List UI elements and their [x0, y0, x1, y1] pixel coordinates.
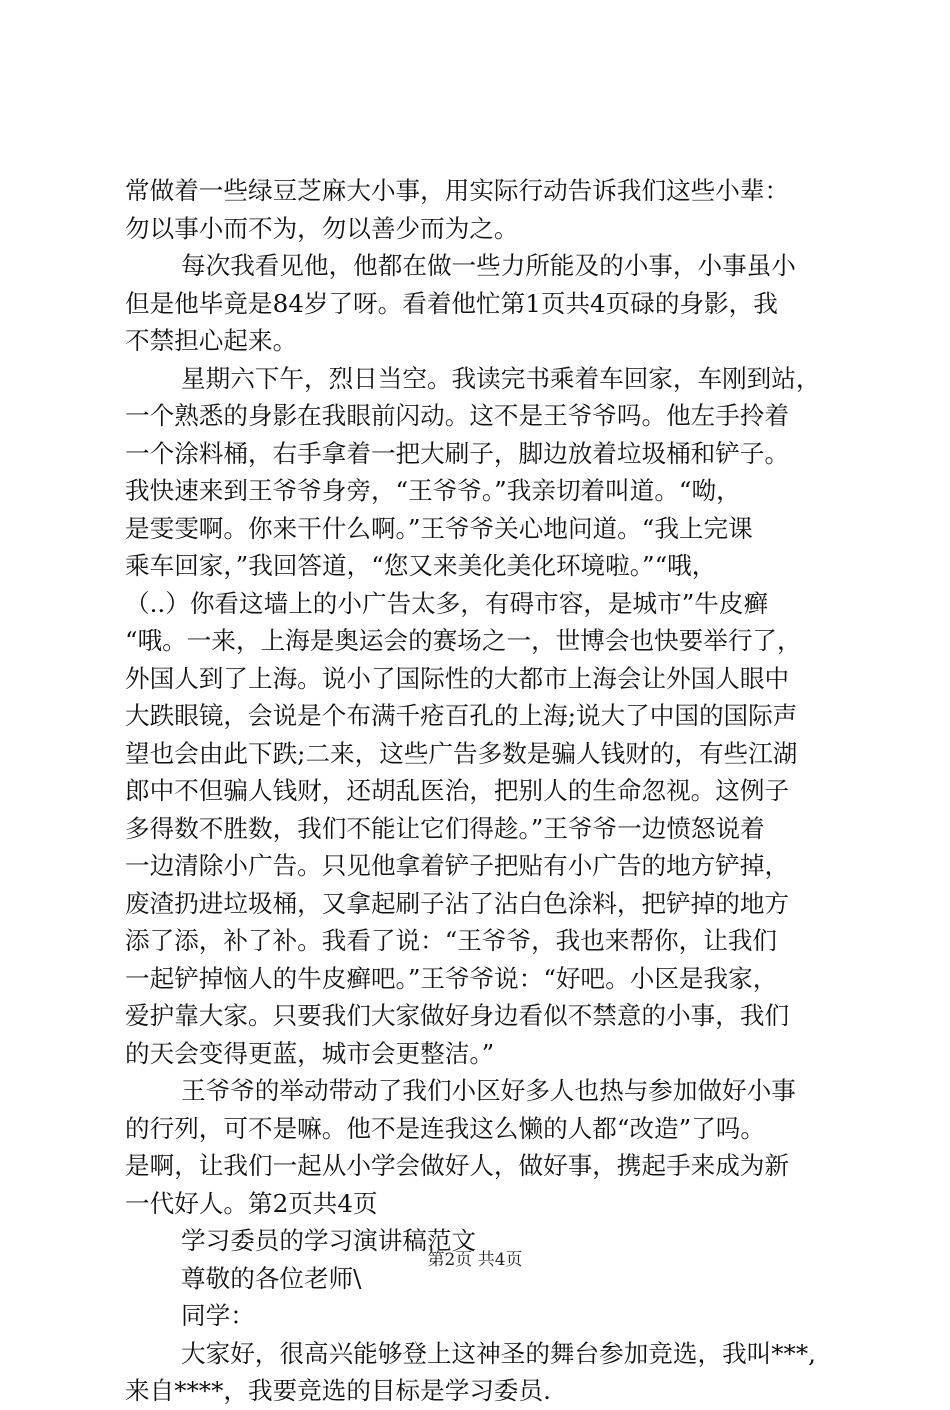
text-line: “哦。一来，上海是奥运会的赛场之一，世博会也快要举行了， [125, 626, 802, 655]
text-line: 的行列，可不是嘛。他不是连我这么懒的人都“改造”了吗。 [125, 1113, 765, 1143]
text-line: 一个熟悉的身影在我眼前闪动。这不是王爷爷吗。他左手拎着 [125, 401, 790, 430]
text-line: 但是他毕竟是84岁了呀。看着他忙第1页共4页碌的身影，我 [125, 288, 778, 318]
text-line: 勿以事小而不为，勿以善少而为之。 [125, 213, 519, 243]
text-line: 不禁担心起来。 [125, 326, 298, 355]
text-line: 常做着一些绿豆芝麻大小事，用实际行动告诉我们这些小辈： [125, 176, 790, 205]
text-line: 我快速来到王爷爷身旁，“王爷爷。”我亲切着叫道。“呦， [125, 476, 741, 505]
text-line: 尊敬的各位老师\ [181, 1263, 362, 1293]
text-line: 外国人到了上海。说小了国际性的大都市上海会让外国人眼中 [125, 663, 790, 693]
text-line: 星期六下午，烈日当空。我读完书乘着车回家，车刚到站， [181, 363, 821, 393]
text-line: 同学： [181, 1301, 255, 1330]
text-line: 添了添，补了补。我看了说：“王爷爷，我也来帮你，让我们 [125, 926, 778, 955]
text-line: 王爷爷的举动带动了我们小区好多人也热与参加做好小事 [181, 1076, 796, 1105]
text-line: 一起铲掉恼人的牛皮癣吧。”王爷爷说：“好吧。小区是我家， [125, 963, 778, 993]
text-line: 多得数不胜数，我们不能让它们得趁。”王爷爷一边愤怒说着 [125, 813, 765, 843]
text-line: 大家好，很高兴能够登上这神圣的舞台参加竞选，我叫***, [181, 1338, 816, 1368]
text-line: 一个涂料桶，右手拿着一把大刷子，脚边放着垃圾桶和铲子。 [125, 438, 790, 468]
text-line: 大跌眼镜，会说是个布满千疮百孔的上海;说大了中国的国际声 [125, 701, 798, 730]
text-line: 望也会由此下跌;二来，这些广告多数是骗人钱财的，有些江湖 [125, 738, 798, 768]
text-line: 每次我看见他，他都在做一些力所能及的小事，小事虽小 [181, 251, 796, 280]
text-line: 废渣扔进垃圾桶，又拿起刷子沾了沾白色涂料，把铲掉的地方 [125, 888, 790, 918]
page-footer: 第2页 共4页 [427, 1250, 523, 1270]
text-line: 是雯雯啊。你来干什么啊。”王爷爷关心地问道。“我上完课 [125, 513, 753, 543]
text-line: 来自****，我要竞选的目标是学习委员. [125, 1376, 551, 1405]
text-line: 的天会变得更蓝，城市会更整洁。” [125, 1038, 495, 1068]
text-line: （..）你看这墙上的小广告太多，有碍市容，是城市”牛皮癣 [125, 588, 769, 618]
text-line: 一代好人。第2页共4页 [125, 1188, 378, 1218]
text-line: 学习委员的学习演讲稿范文 [181, 1226, 477, 1255]
text-line: 一边清除小广告。只见他拿着铲子把贴有小广告的地方铲掉， [125, 851, 790, 880]
text-line: 爱护靠大家。只要我们大家做好身边看似不禁意的小事，我们 [125, 1001, 790, 1030]
text-line: 是啊，让我们一起从小学会做好人，做好事，携起手来成为新 [125, 1151, 790, 1180]
text-line: 郎中不但骗人钱财，还胡乱医治，把别人的生命忽视。这例子 [125, 776, 790, 805]
text-line: 乘车回家，”我回答道，“您又来美化美化环境啦。”“哦， [125, 551, 717, 580]
document-body [125, 172, 835, 1410]
